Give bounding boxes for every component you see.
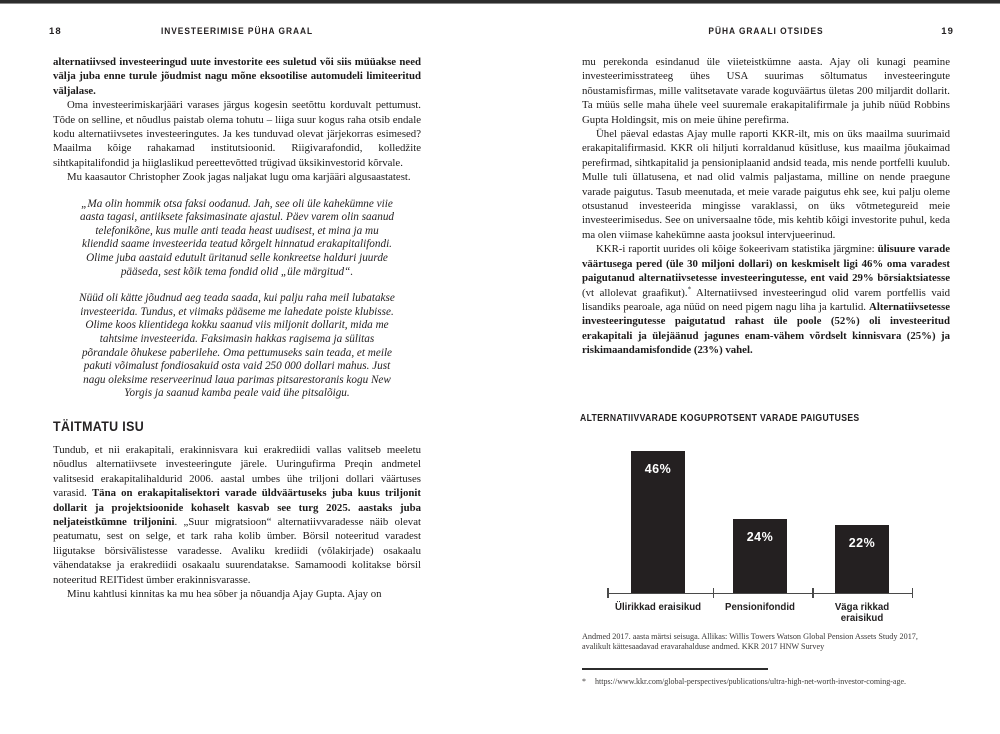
running-header-title-left: INVESTEERIMISE PÜHA GRAAL: [160, 26, 314, 37]
chart-bar: [631, 451, 685, 593]
book-page-left: [49, 0, 421, 734]
running-header-title-right: PÜHA GRAALI OTSIDES: [708, 26, 824, 37]
footnote: [582, 677, 942, 686]
chart-bar: [733, 519, 787, 593]
chart-bar-value-label: 22%: [848, 536, 876, 550]
running-header-left: [49, 26, 421, 38]
bold-run: Täna on erakapitalisektori varade üldväärtuseks juba kuus triljonit dollarit ja projektsioonide kohaselt kasvab see turg 2025. aastaks juba neljateistkümne triljonini: [53, 487, 421, 528]
block-quote-2: Nüüd oli kätte jõudnud aeg teada saada, kui palju raha meil lubatakse investeerida. Tundus, et viimaks pääseme me lahedate poiste klubisse. Olime koos klientidega kokku saanud viis miljonit dollarit, mida me tahtsime investeerida. Faksimasin hakkas ragisema ja sülitas põrandale õhukese paberilehe. Oma pettumuseks sain teada, et meile pakuti võimalust fondiosakuid osta vaid 250 000 dollari mahus. Just nagu oleksime reserveerinud laua parimas pitsarestoranis kogu New Yorgis ja saanud kamba peale vaid ühe pitsalõigu.: [79, 292, 395, 400]
chart-bar-value-label: 46%: [644, 462, 672, 476]
text-run: (vt allolevat graafikut).: [582, 286, 688, 299]
chart-bar-slot: [709, 452, 811, 593]
page-number-right: 19: [941, 26, 954, 37]
page-number-left: 18: [49, 26, 62, 37]
paragraph: Mu kaasautor Christopher Zook jagas naljakat lugu oma karjääri algusaastatest.: [67, 171, 411, 184]
bold-run: Alternatiivsetesse investeeringutesse paigutatud rahast üle poole (52%) oli investeeritud erakapitali ja ülejäänud jagunes enam-vähem võrdselt kinnisvara (25%) ja riskimaandamisfondide (23%) vahel.: [582, 300, 950, 357]
chart-bar-slot: [607, 452, 709, 593]
paragraph-mixed: [582, 242, 950, 357]
text-run: . „Suur migratsioon“ alternatiivvaradesse näib olevat peatumatu, sest on selge, et tark raha kolib ümber. Börsil noteeritud varadest liigutakse börsivälistesse varadesse. Avaliku krediidi (võlakirjade) osakaalu vähendatakse ja erakrediidi osakaalu suurendatakse. Samamoodi kolitakse börsil noteeritud REITidest ümber erakinnisvarasse.: [53, 516, 421, 586]
intro-bold-paragraph: alternatiivsed investeeringud uute investorite ees suletud või siis müüakse need välja juba enne turule jõudmist nagu mõne eksootilise automudeli limiteeritud väljalase.: [53, 56, 421, 97]
chart-category-label: Ülirikkad eraisikud: [614, 602, 702, 613]
chart-source-note: Andmed 2017. aasta märtsi seisuga. Allikas: Willis Towers Watson Global Pension Assets Study 2017, avalikult kättesaadavad eravarahalduse andmed. KKR 2017 HNW Survey: [582, 632, 918, 652]
text-run: KKR-i raportit uurides oli kõige šokeerivam statistika järgmine:: [596, 243, 878, 256]
paragraph: Ühel päeval edastas Ajay mulle raporti KKR-ilt, mis on üks maailma suurimaid erakapitalifirmasid. KKR oli hiljuti korraldanud küsitluse, kus maailma jõukaimad perefirmad, sihtkapitalid ja pensioniplaanid andsid teada, mis nende portfelli kuulub. Mulle tuli üllatusena, et nad olid valmis paljastama, milline on nende praegune varade paigutus. Tasub meenutada, et meie varade paigutus ehk see, kui palju oleme otsustanud investeerida mingisse varaklassi, on üks võtmetegureid meie investeerimisedus. See on universaalne tõde, mis kehtib kõigi investorite puhul, keda ma olen viimase kahekümne aasta jooksul intervjueerinud.: [582, 128, 950, 241]
section-heading: TÄITMATU ISU: [53, 418, 145, 434]
footnote-marker: *: [687, 284, 692, 293]
paragraph-mixed: [53, 443, 421, 587]
chart-bar: [835, 525, 889, 593]
paragraph: mu perekonda esindanud üle viieteistkümne aasta. Ajay oli kunagi peamine investeerimisstrateeg ühes USA suurimas sõltumatus investeeringute nõustamisfirmas, mille valitsetavate varade koguväärtus ületas 200 miljardit dollarit. Ta müüs selle maha ühele veel suuremale erakapitalifirmale ja juhib nüüd Robbins Gupta Holdingsit, mis on meie ühine perefirma.: [582, 56, 950, 126]
text-run: Tundub, et nii erakapitali, erakinnisvara kui erakrediidi vallas valitseb meeletu nõudlus alternatiivsete investeeringute järele. Uuringufirma Preqin andmetel valitsesid erakapitalihaldurid 2006. aastal umbes ühe triljoni dollari väärtuses varasid.: [53, 443, 421, 500]
bar-chart: [607, 452, 913, 594]
footnote-url: https://www.kkr.com/global-perspectives/publications/ultra-high-net-worth-investor-coming-age.: [595, 677, 907, 686]
footnote-divider: [582, 668, 768, 670]
chart-category-labels: [607, 602, 913, 624]
running-header-right: [582, 26, 954, 38]
paragraph: Oma investeerimiskarjääri varases järgus kogesin seetõttu korduvalt pettumust. Tõde on selline, et nõudlus paistab olema tohutu – liiga suur kogus raha otsib endale kodu alternatiivsetes investeeringutes. Ja kes tunduvad olevat järjekorras esimesed? Maailma kõige rahakamad institutsioonid. Riigivarafondid, kolledžite sihtkapitalifondid ja hiiglaslikud pereettevõtted trügivad üksikinvestorid kõrvale.: [53, 99, 421, 169]
chart-category-label: Väga rikkad eraisikud: [834, 602, 890, 624]
chart-bar-slot: [811, 452, 913, 593]
bold-run: ülisuure varade väärtusega pered (üle 30 miljoni dollari) on keskmiselt ligi 46% oma varadest paigutanud alternatiivsetesse investeeringutesse, ent vaid 29% börsiaktsiatesse: [582, 243, 951, 285]
left-page-body: [53, 55, 421, 601]
footnote-star: *: [582, 677, 586, 686]
paragraph: Minu kahtlusi kinnitas ka mu hea sõber ja nõuandja Ajay Gupta. Ajay on: [67, 588, 382, 601]
chart-title: ALTERNATIIVVARADE KOGUPROTSENT VARADE PAIGUTUSES: [580, 413, 860, 424]
book-page-right: [580, 0, 954, 734]
chart-bar-value-label: 24%: [746, 530, 774, 544]
right-page-body: [582, 55, 950, 358]
block-quote-1: „Ma olin hommik otsa faksi oodanud. Jah, see oli üle kahekümne viie aasta tagasi, antiiksete faksimasinate ajastul. Päev varem olin saanud telefonikõne, kus mulle anti teada heast uudisest, et mina ja mu kliendid saame investeerida teatud kõrgelt hinnatud erakapitalifondi. Olime juba aastaid edutult üritanud selle konkreetse halduri juurde pääseda, sest kõik tema fondid olid „üle märgitud“.: [79, 197, 395, 278]
chart-category-label: Pensionifondid: [725, 602, 795, 613]
text-run: Alternatiivsed investeeringud olid varem portfellis vaid lisandiks pearoale, aga nüüd on need pigem nagu liha ja kartulid.: [582, 286, 950, 313]
